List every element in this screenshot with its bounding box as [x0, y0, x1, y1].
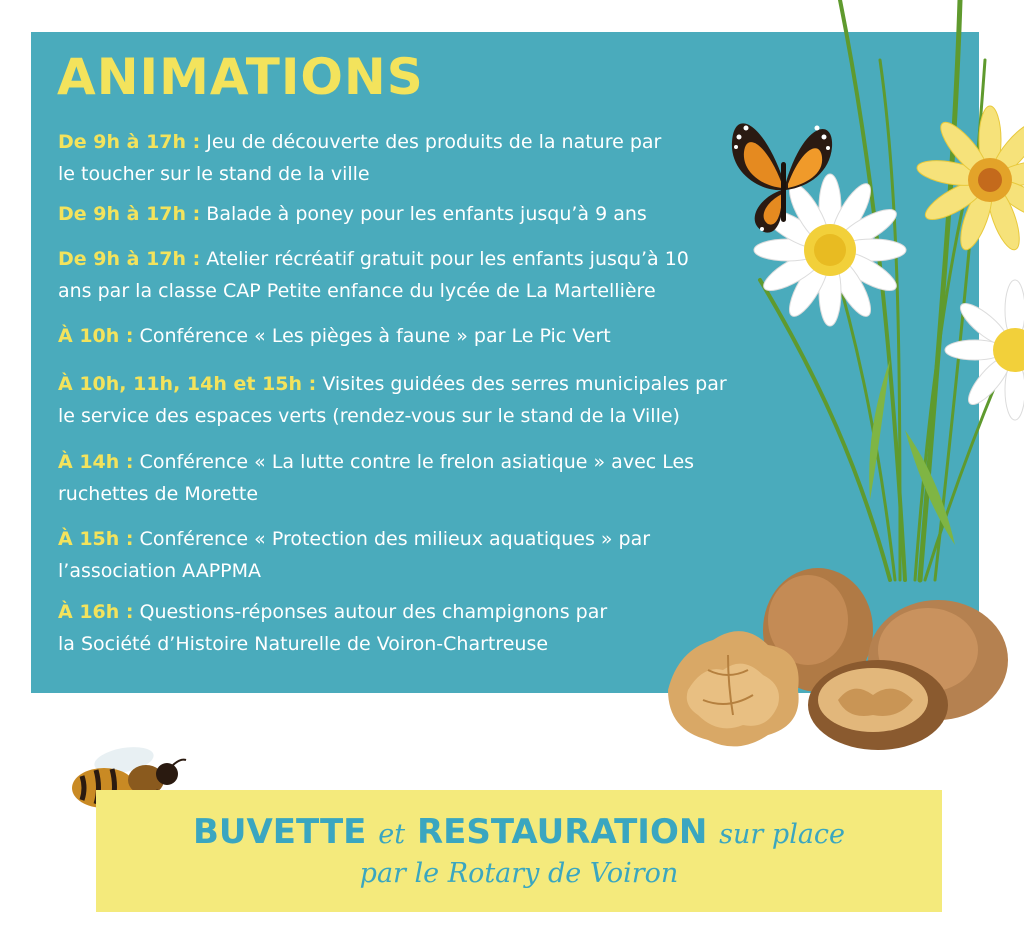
event-item [58, 320, 758, 352]
banner-word-buvette: BUVETTE [192, 812, 367, 852]
event-text-line2: ruchettes de Morette [58, 483, 259, 505]
event-text: Questions-réponses autour des champignons par [139, 601, 608, 623]
banner-word-sur-place: sur place [719, 819, 846, 850]
event-text: Conférence « La lutte contre le frelon asiatique » avec Les [139, 451, 695, 473]
event-text: Atelier récréatif gratuit pour les enfants jusqu’à 10 [206, 248, 689, 270]
event-text: Balade à poney pour les enfants jusqu’à 9 ans [206, 203, 647, 225]
refreshment-banner [96, 790, 942, 912]
event-time: À 16h : [58, 601, 134, 623]
event-time: De 9h à 17h : [58, 248, 201, 270]
page-title: ANIMATIONS [57, 48, 424, 106]
event-item [58, 198, 758, 230]
banner-word-restauration: RESTAURATION [416, 812, 708, 852]
event-text: Jeu de découverte des produits de la nature par [206, 131, 662, 153]
event-text-line2: la Société d’Histoire Naturelle de Voiron-Chartreuse [58, 633, 549, 655]
walnuts-icon [648, 560, 1018, 760]
banner-word-et: et [378, 819, 406, 850]
event-item [58, 368, 758, 432]
daisy-flowers-icon [740, 0, 1024, 600]
event-time: De 9h à 17h : [58, 131, 201, 153]
butterfly-icon [724, 112, 839, 242]
event-item [58, 446, 758, 510]
event-time: À 15h : [58, 528, 134, 550]
event-time: De 9h à 17h : [58, 203, 201, 225]
event-text-line2: ans par la classe CAP Petite enfance du lycée de La Martellière [58, 280, 656, 302]
event-time: À 10h : [58, 325, 134, 347]
event-item [58, 126, 758, 190]
event-item [58, 243, 758, 307]
event-text-line2: le toucher sur le stand de la ville [58, 163, 370, 185]
event-text: Conférence « Protection des milieux aquatiques » par [139, 528, 651, 550]
banner-line-1 [96, 812, 942, 852]
event-time: À 14h : [58, 451, 134, 473]
event-time: À 10h, 11h, 14h et 15h : [58, 373, 317, 395]
event-text: Conférence « Les pièges à faune » par Le Pic Vert [139, 325, 611, 347]
event-text: Visites guidées des serres municipales par [322, 373, 727, 395]
event-text-line2: le service des espaces verts (rendez-vous sur le stand de la Ville) [58, 405, 680, 427]
event-text-line2: l’association AAPPMA [58, 560, 262, 582]
banner-line-2: par le Rotary de Voiron [359, 858, 679, 889]
